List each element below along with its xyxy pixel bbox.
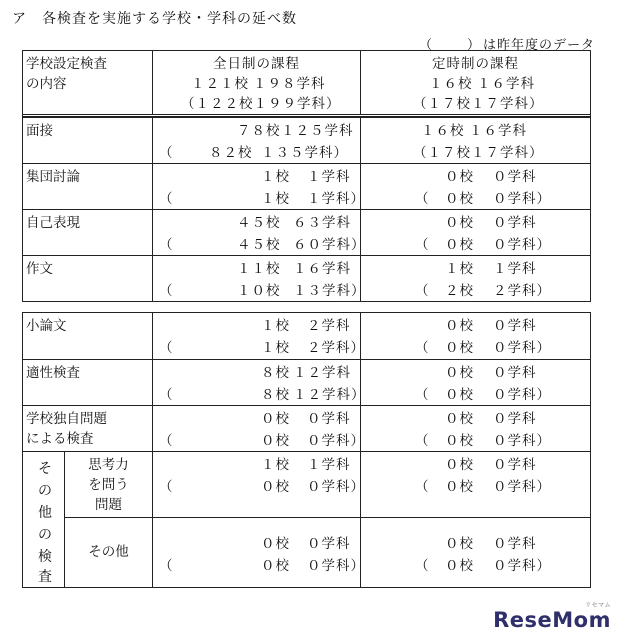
zen-cell: １校 １学科 （ １校 １学科） [153,164,361,209]
other-inspection-label: そ の 他 の 検 査 [23,452,65,587]
sub-label: その他 [65,518,153,587]
row-label: 小論文 [23,313,153,359]
tei-cell: ０校 ０学科 （ ０校 ０学科） [415,318,551,356]
table-header-row [23,51,590,117]
table-row [23,255,590,301]
tei-cell: ０校 ０学科 （ ０校 ０学科） [415,536,551,575]
table-row [23,209,590,255]
sub-row [65,452,590,517]
table-row [23,313,590,359]
resemom-logo: リセマム ReseMom [493,602,611,632]
tei-cell: ０校 ０学科 （ ０校 ０学科） [415,411,551,449]
zen-cell: ０校 ０学科 （ ０校 ０学科） [153,518,361,587]
row-label: 学校独自問題 による検査 [23,406,153,451]
zen-cell: １校 ２学科 （ １校 ２学科） [153,313,361,359]
zen-cell: ４５校 ６３学科 （ ４５校 ６０学科） [153,210,361,255]
legend-note: （ ）は昨年度のデータ [418,38,595,53]
zen-header: 全日制の課程 １２１校 １９８学科 （１２２校１９９学科） [153,51,361,114]
sub-row [65,517,590,587]
inspection-table-top [22,50,591,302]
zen-cell: １１校 １６学科 （ １０校 １３学科） [153,256,361,301]
tei-cell: ０校 ０学科 （ ０校 ０学科） [415,365,551,403]
row-label: 作文 [23,256,153,301]
table-row-other [23,451,590,587]
tei-cell: ０校 ０学科 （ ０校 ０学科） [415,215,551,253]
row-label: 集団討論 [23,164,153,209]
row-label: 適性検査 [23,360,153,405]
zen-cell: ０校 ０学科 （ ０校 ０学科） [153,406,361,451]
inspection-table-bottom [22,312,591,588]
header-label: 学校設定検査 の内容 [23,51,153,114]
tei-cell: ０校 ０学科 （ ０校 ０学科） [415,169,551,207]
table-row [23,163,590,209]
tei-cell: １校 １学科 （ ２校 ２学科） [415,261,551,299]
row-label: 自己表現 [23,210,153,255]
table-row [23,359,590,405]
table-row [23,405,590,451]
row-label: 面接 [23,118,153,163]
zen-cell: ７８校 １２５学科 （ ８２校 １３５学科） [153,118,361,163]
sub-label: 思考力 を問う 問題 [65,452,153,517]
tei-header: 定時制の課程 １６校 １６学科 （１７校１７学科） [413,56,544,112]
section-heading: ア 各検査を実施する学校・学科の延べ数 [12,11,297,27]
zen-cell: ８校 １２学科 （ ８校 １２学科） [153,360,361,405]
table-row [23,117,590,163]
tei-cell: １６校 １６学科 （１７校１７学科） [413,123,544,161]
zen-cell: １校 １学科 （ ０校 ０学科） [153,452,361,517]
tei-cell: ０校 ０学科 （ ０校 ０学科） [415,457,551,495]
